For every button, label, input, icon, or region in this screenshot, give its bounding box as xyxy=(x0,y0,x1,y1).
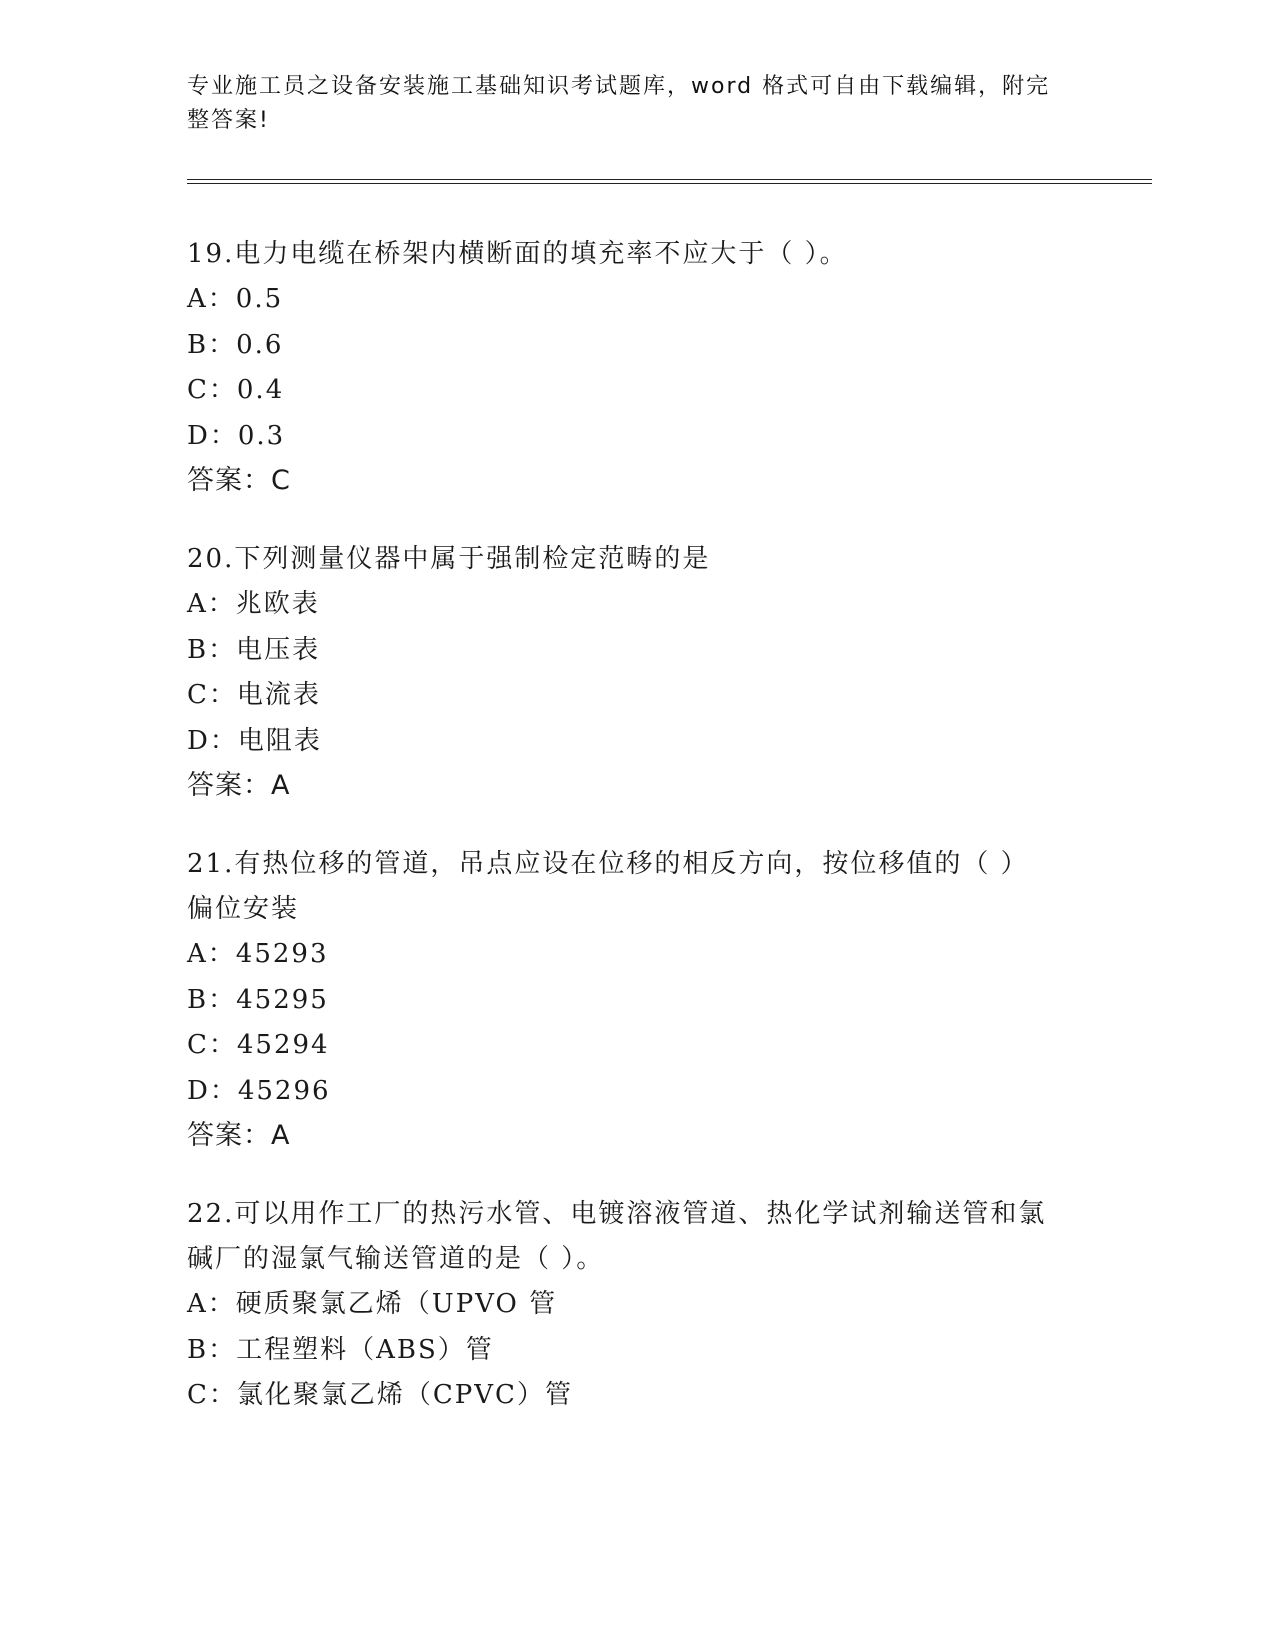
question-20 xyxy=(187,537,1087,808)
option-b: B：45295 xyxy=(187,984,329,1015)
question-stem: 20.下列测量仪器中属于强制检定范畴的是 xyxy=(187,544,711,574)
option-b: B：工程塑料（ABS）管 xyxy=(187,1334,494,1365)
document-header xyxy=(187,70,1067,138)
header-line-2: 整答案! xyxy=(187,108,270,133)
question-stem-line-2: 碱厂的湿氯气输送管道的是（ ）。 xyxy=(187,1244,605,1274)
header-divider-bottom xyxy=(187,183,1152,184)
question-stem-line-2: 偏位安装 xyxy=(187,894,300,924)
header-line-1: 专业施工员之设备安装施工基础知识考试题库，word 格式可自由下载编辑，附完 xyxy=(187,74,1051,99)
option-b: B：0.6 xyxy=(187,329,284,360)
option-a: A：硬质聚氯乙烯（UPVO 管 xyxy=(187,1289,558,1319)
option-c: C：45294 xyxy=(187,1030,330,1060)
option-b: B：电压表 xyxy=(187,634,321,665)
question-22 xyxy=(187,1192,1087,1419)
option-d: D：0.3 xyxy=(187,420,286,451)
option-a: A：兆欧表 xyxy=(187,589,320,619)
option-d: D：电阻表 xyxy=(187,725,322,756)
option-c: C：0.4 xyxy=(187,375,285,405)
question-21 xyxy=(187,842,1087,1158)
answer-label: 答案：A xyxy=(187,770,291,801)
option-d: D：45296 xyxy=(187,1075,331,1106)
question-list xyxy=(187,232,1087,1453)
question-stem: 19.电力电缆在桥架内横断面的填充率不应大于（ ）。 xyxy=(187,239,848,269)
option-a: A：45293 xyxy=(187,939,329,969)
question-19 xyxy=(187,232,1087,503)
answer-label: 答案：C xyxy=(187,465,291,496)
option-a: A：0.5 xyxy=(187,284,284,314)
question-stem-line-1: 21.有热位移的管道，吊点应设在位移的相反方向，按位移值的（ ） xyxy=(187,849,1029,879)
option-c: C：电流表 xyxy=(187,680,321,710)
answer-label: 答案：A xyxy=(187,1120,291,1151)
question-stem-line-1: 22.可以用作工厂的热污水管、电镀溶液管道、热化学试剂输送管和氯 xyxy=(187,1199,1047,1229)
option-c: C：氯化聚氯乙烯（CPVC）管 xyxy=(187,1380,573,1410)
header-divider-top xyxy=(187,179,1152,180)
